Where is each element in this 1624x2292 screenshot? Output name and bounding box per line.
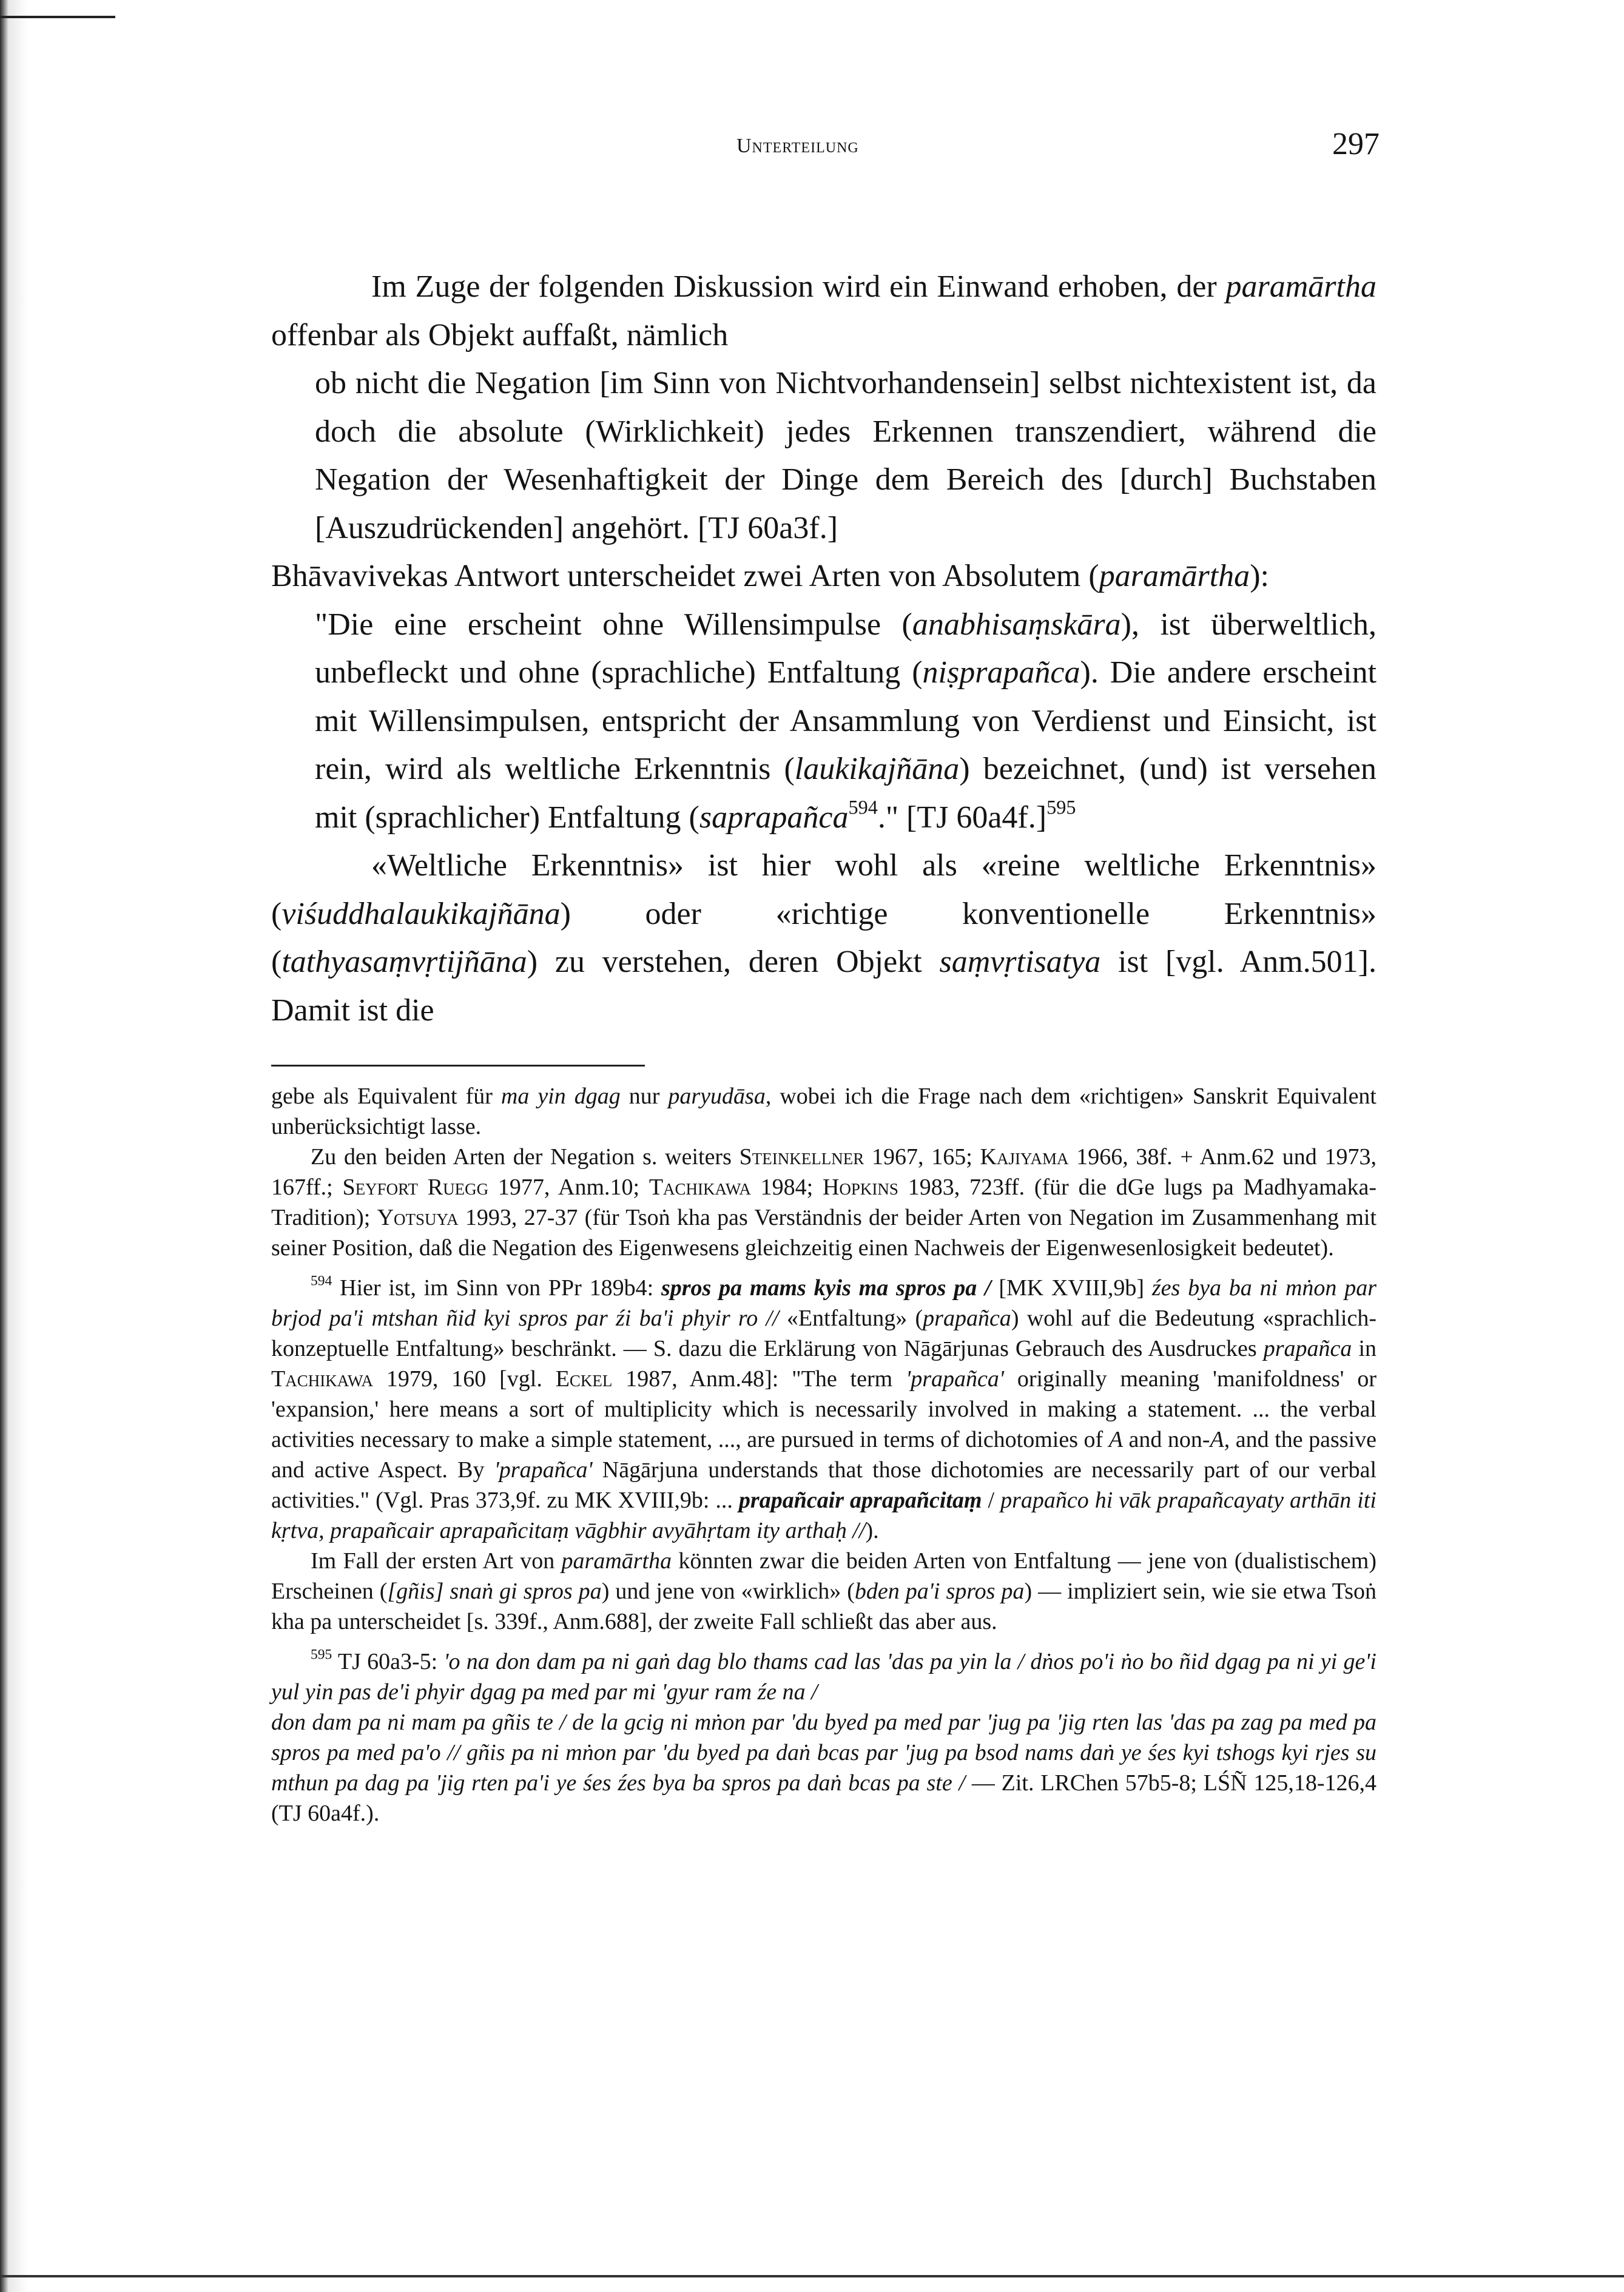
scan-corner-mark	[0, 16, 115, 18]
scan-bottom-edge	[0, 2275, 1624, 2277]
term: saprapañca	[699, 800, 849, 835]
footnote-separator	[271, 1065, 645, 1067]
footnote-594: $^{594}$ Hier ist, im Sinn von PPr 189b4: spros pa mams kyis ma spros pa / [MK XVIII,9b] źes bya ba ni mṅon par brjod pa'i mtshan ñid kyi spros par źi ba'i phyir ro // «Entfaltung» (prapañca) wohl auf die Bedeutung «sprachlich-konzeptuelle Entfaltung» beschränkt. — S. dazu die Erklärung von Nāgārjunas Gebrauch des Ausdruckes prapañca in Tachikawa 1979, 160 [vgl. Eckel 1987, Anm.48]: "The term 'prapañca' originally meaning 'manifoldness' or 'expansion,' here means a sort of multiplicity which is necessarily involved in making a statement. ... the verbal activities necessary to make a simple statement, ..., are pursued in terms of dichotomies of A and non-A, and the passive and active Aspect. By 'prapañca' Nāgārjuna understands that those dichotomies are necessarily part of our verbal activities." (Vgl. Pras 373,9f. zu MK XVIII,9b: ... prapañcair aprapañcitaṃ / prapañco hi vāk prapañcayaty arthān iti kṛtva, prapañcair aprapañcitaṃ vāgbhir avyāhṛtam ity arthaḥ //).	[271, 1273, 1377, 1543]
footnote-595-quote: don dam pa ni mam pa gñis te / de la gcig ni mṅon par 'du byed pa med par 'jug pa 'jig rten las 'das pa zag pa med pa spros pa med pa'o // gñis pa ni mṅon par 'du byed pa daṅ bcas par 'jug pa bsod nams daṅ ye śes kyi tshogs kyi rjes su mthun pa dag pa 'jig rten pa'i ye śes źes bya ba spros pa daṅ bcas pa ste / — Zit. LRChen 57b5-8; LŚÑ 125,18-126,4 (TJ 60a4f.).	[271, 1710, 1376, 1826]
paragraph-intro: Im Zuge der folgenden Diskussion wird ein Einwand erhoben, der paramārtha offenbar als Objekt auffaßt, nämlich	[271, 269, 1376, 352]
term: paramārtha	[1225, 269, 1376, 304]
main-text	[271, 263, 1376, 1034]
footnote-number: 594	[311, 1273, 332, 1289]
footnote-595: $^{595}$ TJ 60a3-5: 'o na don dam pa ni gaṅ dag blo thams cad las 'das pa yin la / dṅos po'i ṅo bo ñid dgag pa ni yi ge'i yul yin pas de'i phyir dgag pa med par mi 'gyur ram źe na /	[271, 1647, 1376, 1705]
term: viśuddhalaukikajñāna	[281, 896, 561, 931]
scan-binding-edge	[0, 0, 28, 2292]
footnote-ref: 594	[848, 795, 878, 818]
footnote-continuation: gebe als Equivalent für ma yin dgag nur paryudāsa, wobei ich die Frage nach dem «richtigen» Sanskrit Equivalent unberücksichtigt lasse.	[271, 1084, 1376, 1139]
running-head: Unterteilung	[736, 135, 859, 157]
term: niṣprapañca	[922, 655, 1080, 690]
term: anabhisaṃskāra	[912, 607, 1121, 642]
page-number: 297	[1332, 127, 1380, 161]
term: laukikajñāna	[794, 752, 960, 786]
footnote-ref: 595	[1046, 795, 1076, 818]
paragraph-interpretation: «Weltliche Erkenntnis» ist hier wohl als «reine weltliche Erkenntnis» (viśuddhalaukikajñāna) oder «richtige konventionelle Erkenntnis» (tathyasaṃvṛtijñāna) zu verstehen, deren Objekt saṃvṛtisatya ist [vgl. Anm.501]. Damit ist die	[271, 848, 1376, 1028]
term: tathyasaṃvṛtijñāna	[281, 945, 527, 979]
term: paramārtha	[1099, 559, 1250, 593]
footnote-literature: Zu den beiden Arten der Negation s. weiters Steinkellner 1967, 165; Kajiyama 1966, 38f. + Anm.62 und 1973, 167ff.; Seyfort Ruegg 1977, Anm.10; Tachikawa 1984; Hopkins 1983, 723ff. (für die dGe lugs pa Madhyamaka-Tradition); Yotsuya 1993, 27-37 (für Tsoṅ kha pas Verständnis der beider Arten von Negation im Zusammenhang mit seiner Position, daß die Negation des Eigenwesens gleichzeitig einen Nachweis der Eigenwesenlosigkeit bedeutet).	[271, 1144, 1377, 1261]
paragraph-answer: Bhāvavivekas Antwort unterscheidet zwei Arten von Absolutem (paramārtha):	[271, 559, 1269, 593]
term: saṃvṛtisatya	[939, 945, 1101, 979]
block-quote-answer: "Die eine erscheint ohne Willensimpulse (anabhisaṃskāra), ist überweltlich, unbefleckt und ohne (sprachliche) Entfaltung (niṣprapañca). Die andere erscheint mit Willensimpulsen, entspricht der Ansammlung von Verdienst und Einsicht, ist rein, wird als weltliche Erkenntnis (laukikajñāna) bezeichnet, (und) ist versehen mit (sprachlicher) Entfaltung (saprapañca$^{594}$." [TJ 60a4f.]$^{595}$	[315, 607, 1377, 835]
footnote-number: 595	[311, 1647, 332, 1663]
block-quote-objection: ob nicht die Negation [im Sinn von Nichtvorhandensein] selbst nichtexistent ist, da doch die absolute (Wirklichkeit) jedes Erkennen transzendiert, während die Negation der Wesenhaftigkeit der Dinge dem Bereich des [durch] Buchstaben [Auszudrückenden] angehört. [TJ 60a3f.]	[315, 366, 1376, 545]
footnote-594-continued: Im Fall der ersten Art von paramārtha könnten zwar die beiden Arten von Entfaltung — jene von (dualistischem) Erscheinen ([gñis] snaṅ gi spros pa) und jene von «wirklich» (bden pa'i spros pa) — impliziert sein, wie sie etwa Tsoṅ kha pa unterscheidet [s. 339f., Anm.688], der zweite Fall schließt das aber aus.	[271, 1548, 1377, 1634]
footnotes	[271, 1081, 1376, 1829]
